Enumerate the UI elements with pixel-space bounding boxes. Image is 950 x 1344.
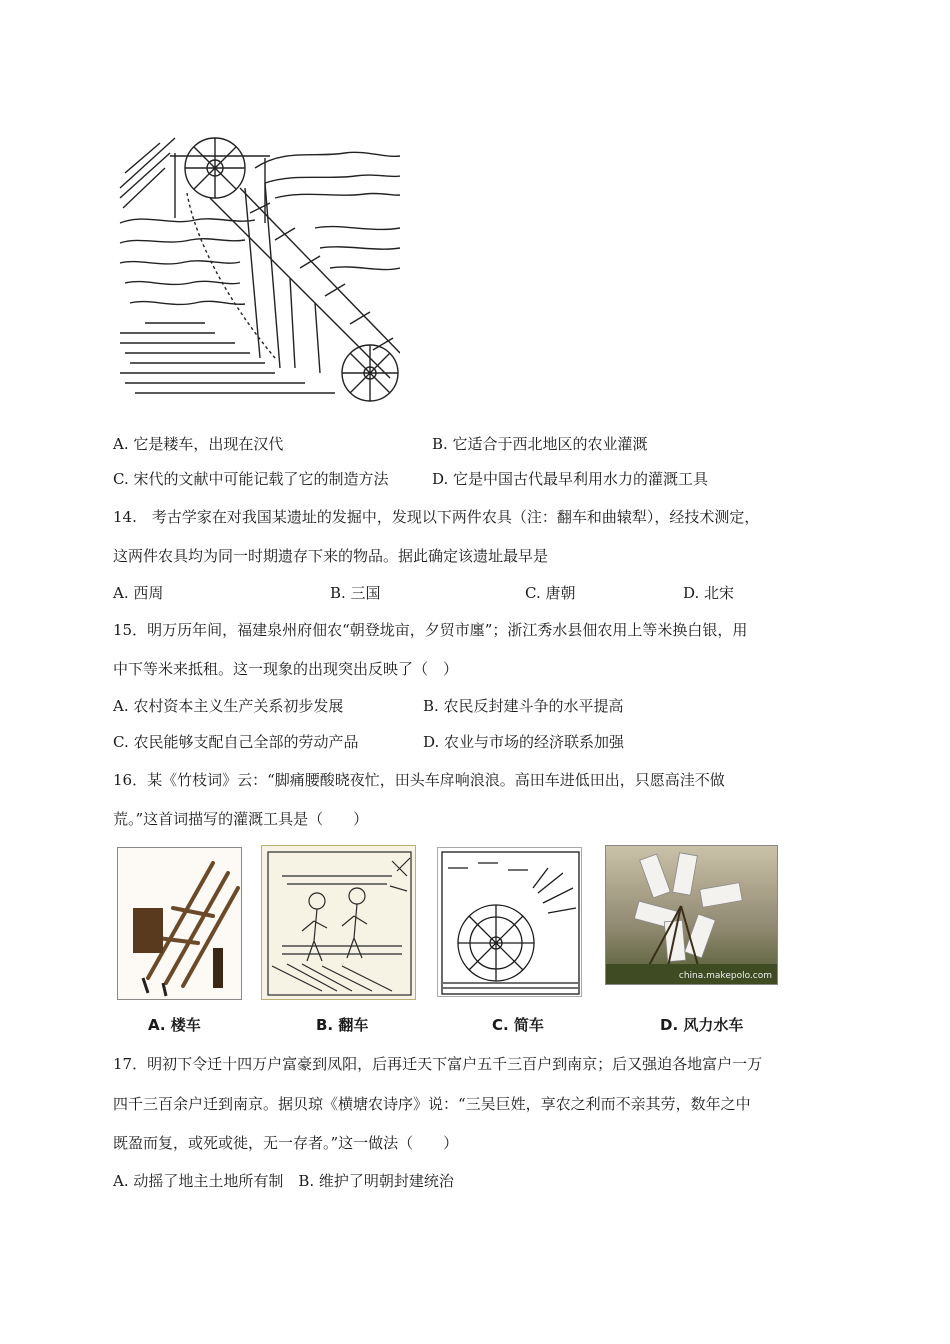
q14-stem-line2: 这两件农具均为同一时期遗存下来的物品。据此确定该遗址最早是 [113,547,549,565]
image-c-water-wheel-woodcut [437,847,582,997]
image-b-caption: B. 翻车 [316,1016,369,1034]
image-d-caption: D. 风力水车 [660,1016,744,1034]
q14-option-b: B. 三国 [330,584,381,602]
q14-option-a: A. 西周 [113,584,164,602]
q14-option-c: C. 唐朝 [525,584,576,602]
q13-option-d: D. 它是中国古代最早利用水力的灌溉工具 [432,470,709,488]
q14-stem-line1: 14. 考古学家在对我国某遗址的发掘中，发现以下两件农具（注：翻车和曲辕犁），经技术测定， [113,508,760,526]
chain-pump-illustration [115,128,400,403]
q15-option-d: D. 农业与市场的经济联系加强 [423,733,625,751]
image-a-tilling-cart [117,847,242,1000]
q13-option-b: B. 它适合于西北地区的农业灌溉 [432,435,648,453]
image-c-caption: C. 简车 [492,1016,544,1034]
q17-stem-line3: 既盈而复，或死或徙，无一存者。”这一做法（ ） [113,1134,459,1152]
image-a-caption: A. 楼车 [148,1016,201,1034]
image-d-wind-water-wheel-photo [605,845,778,985]
image-b-chain-pump-woodcut [261,845,416,1000]
q15-stem-line1: 15．明万历年间，福建泉州府佃农“朝登垅亩，夕贸市廛”；浙江秀水县佃农用上等米换白银，用 [113,621,748,639]
q13-option-c: C. 宋代的文献中可能记载了它的制造方法 [113,470,389,488]
q17-stem-line1: 17．明初下令迁十四万户富豪到凤阳，后再迁天下富户五千三百户到南京；后又强迫各地富户一万 [113,1055,763,1073]
q15-option-c: C. 农民能够支配自己全部的劳动产品 [113,733,359,751]
q15-option-b: B. 农民反封建斗争的水平提高 [423,697,624,715]
q17-options-ab: A. 动摇了地主土地所有制 B. 维护了明朝封建统治 [113,1172,454,1190]
q16-stem-line1: 16．某《竹枝词》云：“脚痛腰酸晓夜忙，田头车戽响浪浪。高田车进低田出，只愿高洼不做 [113,771,725,789]
image-d-watermark: china.makepolo.com [678,971,772,981]
q15-stem-line2: 中下等米来抵租。这一现象的出现突出反映了（ ） [113,660,459,678]
q17-stem-line2: 四千三百余户迁到南京。据贝琼《横塘农诗序》说：“三吴巨姓，享农之利而不亲其劳，数年之中 [113,1095,751,1113]
q16-stem-line2: 荒。”这首词描写的灌溉工具是（ ） [113,810,369,828]
q15-option-a: A. 农村资本主义生产关系初步发展 [113,697,344,715]
q13-option-a: A. 它是耧车，出现在汉代 [113,435,284,453]
q14-option-d: D. 北宋 [683,584,735,602]
